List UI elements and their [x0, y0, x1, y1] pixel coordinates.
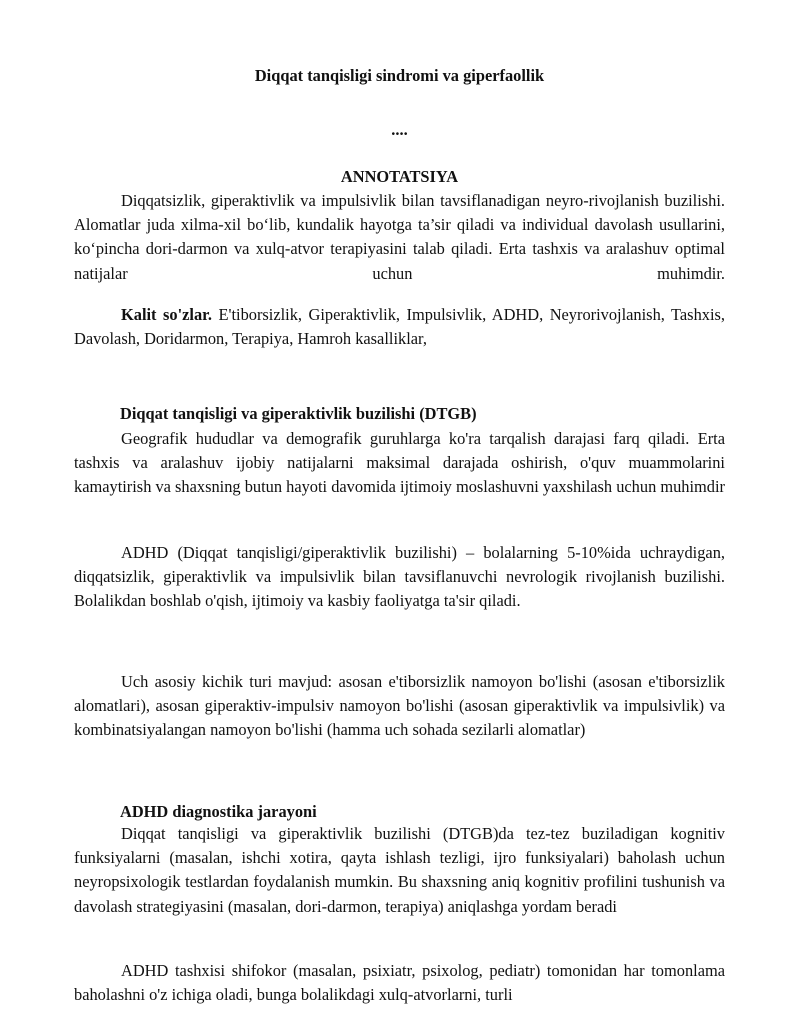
- section1-paragraph-2: ADHD (Diqqat tanqisligi/giperaktivlik buzilishi) – bolalarning 5-10%ida uchraydigan, diqqatsizlik, giperaktivlik va impulsivlik bilan tavsiflanuvchi nevrologik rivojlanish buzilishi. Bolalikdan boshlab o'qish, ijtimoiy va kasbiy faoliyatga ta'sir qiladi.: [74, 543, 725, 611]
- section1-paragraph-3: Uch asosiy kichik turi mavjud: asosan e'tiborsizlik namoyon bo'lishi (asosan e'tiborsizlik alomatlari), asosan giperaktiv-impulsiv namoyon bo'lishi (asosan giperaktivlik va impulsivlik) va kombinatsiyalangan namoyon bo'lishi (hamma uch sohada sezilarli alomatlar): [74, 672, 725, 740]
- author-placeholder: ....: [391, 120, 408, 139]
- section1-paragraph-1: Geografik hududlar va demografik guruhlarga ko'ra tarqalish darajasi farq qiladi. Erta tashxis va aralashuv ijobiy natijalarni maksimal darajada oshirish, o'quv muammolarini kamaytirish va shaxsning butun hayoti davomida ijtimoiy moslashuvni yaxshilash uchun muhimdir: [74, 429, 726, 497]
- section2-paragraph-1: Diqqat tanqisligi va giperaktivlik buzilishi (DTGB)da tez-tez buziladigan kognitiv funksiyalarni (masalan, ishchi xotira, qayta ishlash tezligi, ijro funksiyalari) baholash uchun neyropsixologik testlardan foydalanish mumkin. Bu shaxsning aniq kognitiv profilini tushunish va davolash strategiyasini (masalan, dori-darmon, terapiya) aniqlashga yordam beradi: [74, 824, 725, 916]
- annotation-paragraph: Diqqatsizlik, giperaktivlik va impulsivlik bilan tavsiflanadigan neyro-rivojlanish buzilishi. Alomatlar juda xilma-xil bo‘lib, kundalik hayotga ta’sir qiladi va individual davolash usullarini, ko‘pincha dori-darmon va xulq-atvor terapiyasini talab qiladi. Erta tashxis va aralashuv optimal natijalar uchun muhimdir.: [74, 191, 725, 283]
- section2-paragraph-2: ADHD tashxisi shifokor (masalan, psixiatr, psixolog, pediatr) tomonidan har tomonlama baholashni o'z ichiga oladi, bunga bolalikdagi xulq-atvorlarni, turli: [74, 961, 725, 1005]
- annotation-heading: ANNOTATSIYA: [340, 167, 459, 186]
- keywords-text: E'tiborsizlik, Giperaktivlik, Impulsivlik, ADHD, Neyrorivojlanish, Tashxis, Davolash, Doridarmon, Terapiya, Hamroh kasalliklar,: [74, 305, 725, 349]
- document-title: Diqqat tanqisligi sindromi va giperfaollik: [254, 66, 545, 85]
- keywords-paragraph: [74, 303, 725, 351]
- section1-heading: Diqqat tanqisligi va giperaktivlik buzilishi (DTGB): [120, 404, 477, 423]
- keywords-label: Kalit so'zlar.: [121, 305, 213, 324]
- section2-heading: ADHD diagnostika jarayoni: [120, 802, 317, 821]
